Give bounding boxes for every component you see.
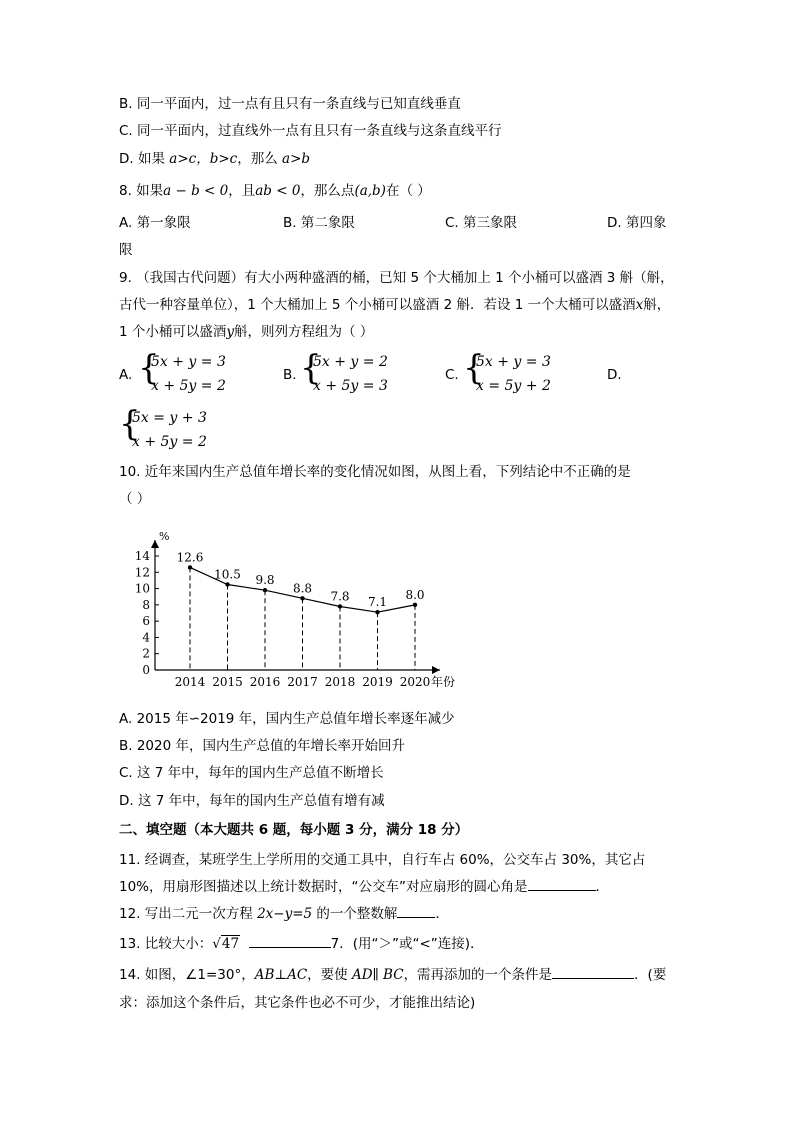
y-tick-label: 14 <box>134 549 150 563</box>
x-tick-label: 2016 <box>249 675 281 689</box>
q9-option-a-label: A. <box>119 367 133 383</box>
q10-option-d: D. 这 7 年中，每年的国内生产总值有增有减 <box>119 793 385 809</box>
q11-line1: 11. 经调查，某班学生上学所用的交通工具中，自行车占 60%，公交车占 30%，其它占 <box>119 852 646 868</box>
q8-option-d-wrap: 限 <box>119 242 133 258</box>
brace-icon: { <box>138 348 160 388</box>
y-tick-label: 12 <box>134 565 150 580</box>
q8-option-c: C. 第三象限 <box>445 215 518 231</box>
y-tick-label: 10 <box>134 581 150 596</box>
data-label: 7.8 <box>330 589 350 604</box>
q14-line1: 14. 如图，∠1=30°，AB⊥AC，要使 AD∥ BC，需再添加的一个条件是 ．(要 <box>119 967 667 983</box>
q8-option-d: D. 第四象 <box>607 215 667 231</box>
q10-option-b: B. 2020 年，国内生产总值的年增长率开始回升 <box>119 738 405 754</box>
q11-answer-blank[interactable] <box>528 878 596 891</box>
data-label: 8.8 <box>292 581 313 596</box>
q14-line2: 求：添加这个条件后，其它条件也必不可少，才能推出结论) <box>119 995 476 1011</box>
q10-option-c: C. 这 7 年中，每年的国内生产总值不断增长 <box>119 765 384 781</box>
x-tick-label: 2020 <box>399 675 431 689</box>
x-axis-label: 年份 <box>431 675 456 689</box>
data-label: 8.0 <box>405 587 425 602</box>
q12-line: 12. 写出二元一次方程 2x−y=5 的一个整数解 ． <box>119 906 449 922</box>
section-heading: 二、填空题（本大题共 6 题，每小题 3 分，满分 18 分） <box>119 822 469 838</box>
brace-icon: { <box>119 404 141 444</box>
data-point <box>300 596 304 600</box>
data-point <box>225 582 229 586</box>
q7-option-d: D. 如果 a>c，b>c，那么 a>b <box>119 151 311 167</box>
y-tick-label: 2 <box>142 646 150 661</box>
data-point <box>338 604 342 608</box>
q11-line2: 10%，用扇形图描述以上统计数据时，“公交车”对应扇形的圆心角是 ． <box>119 879 609 895</box>
x-tick-label: 2018 <box>324 675 356 689</box>
brace-icon: { <box>300 348 322 388</box>
data-point <box>188 565 192 569</box>
data-point <box>375 610 379 614</box>
q13-answer-blank[interactable] <box>249 935 331 948</box>
q12-answer-blank[interactable] <box>397 905 435 918</box>
y-tick-label: 4 <box>142 630 150 645</box>
q9-option-d-label: D. <box>607 367 622 383</box>
y-tick-label: 8 <box>142 597 150 612</box>
y-axis-arrow-icon <box>151 540 159 548</box>
q8-option-b: B. 第二象限 <box>283 215 355 231</box>
q10-stem-line1: 10. 近年来国内生产总值年增长率的变化情况如图，从图上看，下列结论中不正确的是 <box>119 464 631 480</box>
q8-stem: 8. 如果a − b < 0，且ab < 0，那么点(a,b)在（ ） <box>119 183 431 199</box>
q14-answer-blank[interactable] <box>552 966 634 979</box>
x-axis-arrow-icon <box>432 666 440 674</box>
q9-option-b-label: B. <box>283 367 297 383</box>
sqrt-icon: √ <box>212 936 221 952</box>
q9-stem-line2: 古代一种容量单位），1 个大桶加上 5 个小桶可以盛酒 2 斛．若设 1 一个大桶可以盛酒x斛， <box>119 297 671 313</box>
q9-stem-line1: 9. （我国古代问题）有大小两种盛酒的桶，已知 5 个大桶加上 1 个小桶可以盛酒 3 斛（斛， <box>119 270 674 286</box>
y-tick-label: 0 <box>142 663 150 677</box>
q7-option-c: C. 同一平面内，过直线外一点有且只有一条直线与这条直线平行 <box>119 123 502 139</box>
x-tick-label: 2015 <box>212 675 243 689</box>
data-point <box>263 588 267 592</box>
x-tick-label: 2017 <box>287 675 318 689</box>
data-label: 12.6 <box>176 550 204 565</box>
data-label: 9.8 <box>255 573 275 588</box>
q8-option-a: A. 第一象限 <box>119 215 191 231</box>
y-axis-label: % <box>159 530 170 543</box>
q13-line: 13. 比较大小：√47 7．(用“＞”或“<”连接)． <box>119 936 484 952</box>
y-tick-label: 6 <box>142 614 150 629</box>
gdp-growth-line-chart <box>110 520 470 695</box>
q10-stem-line2: （ ） <box>119 491 151 507</box>
data-label: 7.1 <box>367 595 388 610</box>
q7-option-b: B. 同一平面内，过一点有且只有一条直线与已知直线垂直 <box>119 96 461 112</box>
data-point <box>413 603 417 607</box>
q9-option-c-label: C. <box>445 367 459 383</box>
x-tick-label: 2019 <box>362 675 393 689</box>
data-label: 10.5 <box>214 567 241 582</box>
q9-stem-line3: 1 个小桶可以盛酒y斛，则列方程组为（ ） <box>119 324 374 340</box>
q10-option-a: A. 2015 年∽2019 年，国内生产总值年增长率逐年减少 <box>119 711 455 727</box>
brace-icon: { <box>463 348 485 388</box>
x-tick-label: 2014 <box>174 675 206 689</box>
